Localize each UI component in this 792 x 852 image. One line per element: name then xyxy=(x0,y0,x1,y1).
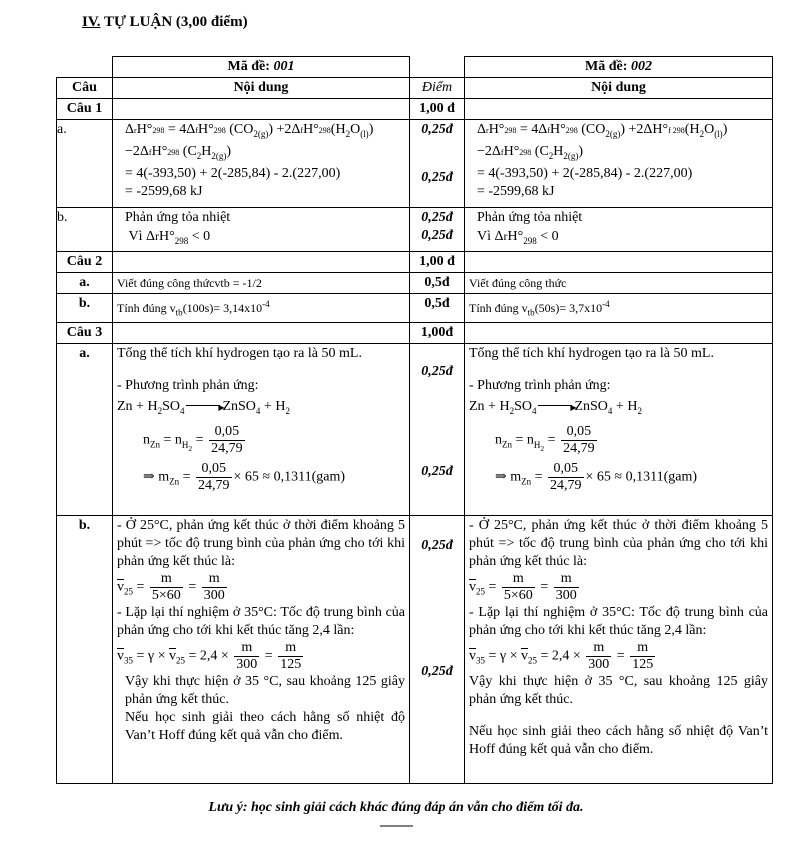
q1b-scores: 0,25đ 0,25đ xyxy=(410,208,465,252)
footnote: Lưu ý: học sinh giải cách khác đúng đáp án vẫn cho điểm tối đa. xyxy=(208,800,584,815)
q2-label: Câu 2 xyxy=(57,251,113,272)
header-content-2: Nội dung xyxy=(465,78,773,99)
q1b-label: b. xyxy=(57,208,113,252)
q2b-content-2: Tính đúng $v_{tb}(50s)= 3,7x10^{-4}$ xyxy=(465,293,773,322)
q3b-label: b. xyxy=(57,516,113,784)
q1b-content-2: Phản ứng tỏa nhiệt Vì $\Delta rH^\circ_{298} < 0$ xyxy=(465,208,773,252)
exam-code-002: Mã đề: 002 xyxy=(465,57,773,78)
q2-total: 1,00 đ xyxy=(410,251,465,272)
q1a-label: a. xyxy=(57,120,113,208)
q3b-content-2: - Ở 25°C, phản ứng kết thúc ở thời điểm khoảng 5 phút => tốc độ trung bình của phản ứng cho tới khi phản ứng kết thúc là: $\overline{v}_{25}$ = $\frac{m}{5\times 60}$ = $\frac{m}{300}$ - Lặp lại thí nghiệm ở 35°C: Tốc độ trung bình của phản ứng cho tới khi kết thúc tăng 2,4 lần: $\overline{v}_{35} = \gamma \times \overline{v}_{25} = 2,4$ × $\frac{m}{300}$ = $\frac{m}{125}$ Vậy khi thực hiện ở 35 °C, sau khoảng 125 giây phản ứng kết thúc. Nếu học sinh giải theo cách hằng số nhiệt độ Van’t Hoff đúng kết quả vẫn cho điểm. xyxy=(465,516,773,784)
q3-total: 1,00đ xyxy=(410,323,465,344)
q3b-scores: 0,25đ 0,25đ xyxy=(410,516,465,784)
q2a-score: 0,5đ xyxy=(410,272,465,293)
q3b-content: - Ở 25°C, phản ứng kết thúc ở thời điểm khoảng 5 phút => tốc độ trung bình của phản ứng cho tới khi phản ứng kết thúc là: $\overline{v}_{25}$ = $\frac{m}{5\times 60}$ = $\frac{m}{300}$ - Lặp lại thí nghiệm ở 35°C: Tốc độ trung bình của phản ứng cho tới khi kết thúc tăng 2,4 lần: $\overline{v}_{35} = \gamma \times \overline{v}_{25} = 2,4$ × $\frac{m}{300}$ = $\frac{m}{125}$ Vậy khi thực hiện ở 35 °C, sau khoảng 125 giây phản ứng kết thúc. Nếu học sinh giải theo cách hằng số nhiệt độ Van’t Hoff đúng kết quả vẫn cho điểm. xyxy=(113,516,410,784)
q1a-line3: = 4(-393,50) + 2(-285,84) - 2.(227,00) xyxy=(125,165,341,181)
q1b-content: Phản ứng tỏa nhiệt Vì $\Delta rH^\circ_{298} < 0$ xyxy=(113,208,410,252)
q1a-content-2: ΔrH°298 = 4ΔfH°298 $(CO_{2(g)}) +2\Delta H^\circ f$ $298(H_2O_{(l)})$ −2ΔfH°298 $(C_2H_{2(g)})$ = 4(-393,50) + 2(-285,84) - 2.(227,00) = -2599,68 kJ xyxy=(465,120,773,208)
q2a-label: a. xyxy=(57,272,113,293)
q2b-content: Tính đúng $v_{tb}(100s)= 3,14x10^{-4}$ xyxy=(113,293,410,322)
q3a-scores: 0,25đ 0,25đ xyxy=(410,344,465,516)
q1-label: Câu 1 xyxy=(57,99,113,120)
q3a-content-2: Tổng thể tích khí hydrogen tạo ra là 50 mL. - Phương trình phản ứng: $Zn + H_2SO_4$ ▶ ZnSO$_4$ + $H_2$ $n_{Zn} = n_{H_2}$ = $\frac{0,05}{24,79}$ ⇒ $m_{Zn}$ = $\frac{0,05}{24,79}$ × 65 ≈ 0,1311(gam) xyxy=(465,344,773,516)
q1a-line2: −2ΔfH°298 $(C_2H_{2(g)})$ xyxy=(125,143,232,161)
q1a-line4: = -2599,68 kJ xyxy=(125,183,203,199)
header-question: Câu xyxy=(57,78,113,99)
header-score: Điểm xyxy=(410,78,465,99)
q1a-line1: ΔrH°298 = 4ΔfH°298 $(CO_{2(g)}) +2\Delta fH^\circ 298(H_2O_{(l)})$ xyxy=(125,122,374,139)
q3a-label: a. xyxy=(57,344,113,516)
q3-label: Câu 3 xyxy=(57,323,113,344)
q1a-scores: 0,25đ 0,25đ xyxy=(410,120,465,208)
q2a-content: Viết đúng công thứcvtb = -1/2 xyxy=(113,272,410,293)
section-number: IV. xyxy=(82,14,101,30)
q1-total: 1,00 đ xyxy=(410,99,465,120)
q3a-content: Tổng thể tích khí hydrogen tạo ra là 50 mL. - Phương trình phản ứng: $Zn + H_2SO_4$ ▶ ZnSO$_4$ + $H_2$ $n_{Zn} = n_{H_2}$ = $\frac{0,05}{24,79}$ ⇒ $m_{Zn}$ = $\frac{0,05}{24,79}$ × 65 ≈ 0,1311(gam) xyxy=(113,344,410,516)
header-content: Nội dung xyxy=(113,78,410,99)
section-title: TỰ LUẬN (3,00 điểm) xyxy=(103,14,248,30)
q1a-content xyxy=(113,120,410,208)
section-heading xyxy=(82,14,248,31)
exam-code-001: Mã đề: 001 xyxy=(113,57,410,78)
q2b-score: 0,5đ xyxy=(410,293,465,322)
q2a-content-2: Viết đúng công thức xyxy=(465,272,773,293)
end-mark: ----------- xyxy=(379,818,413,832)
answer-table xyxy=(56,56,773,784)
q2b-label: b. xyxy=(57,293,113,322)
